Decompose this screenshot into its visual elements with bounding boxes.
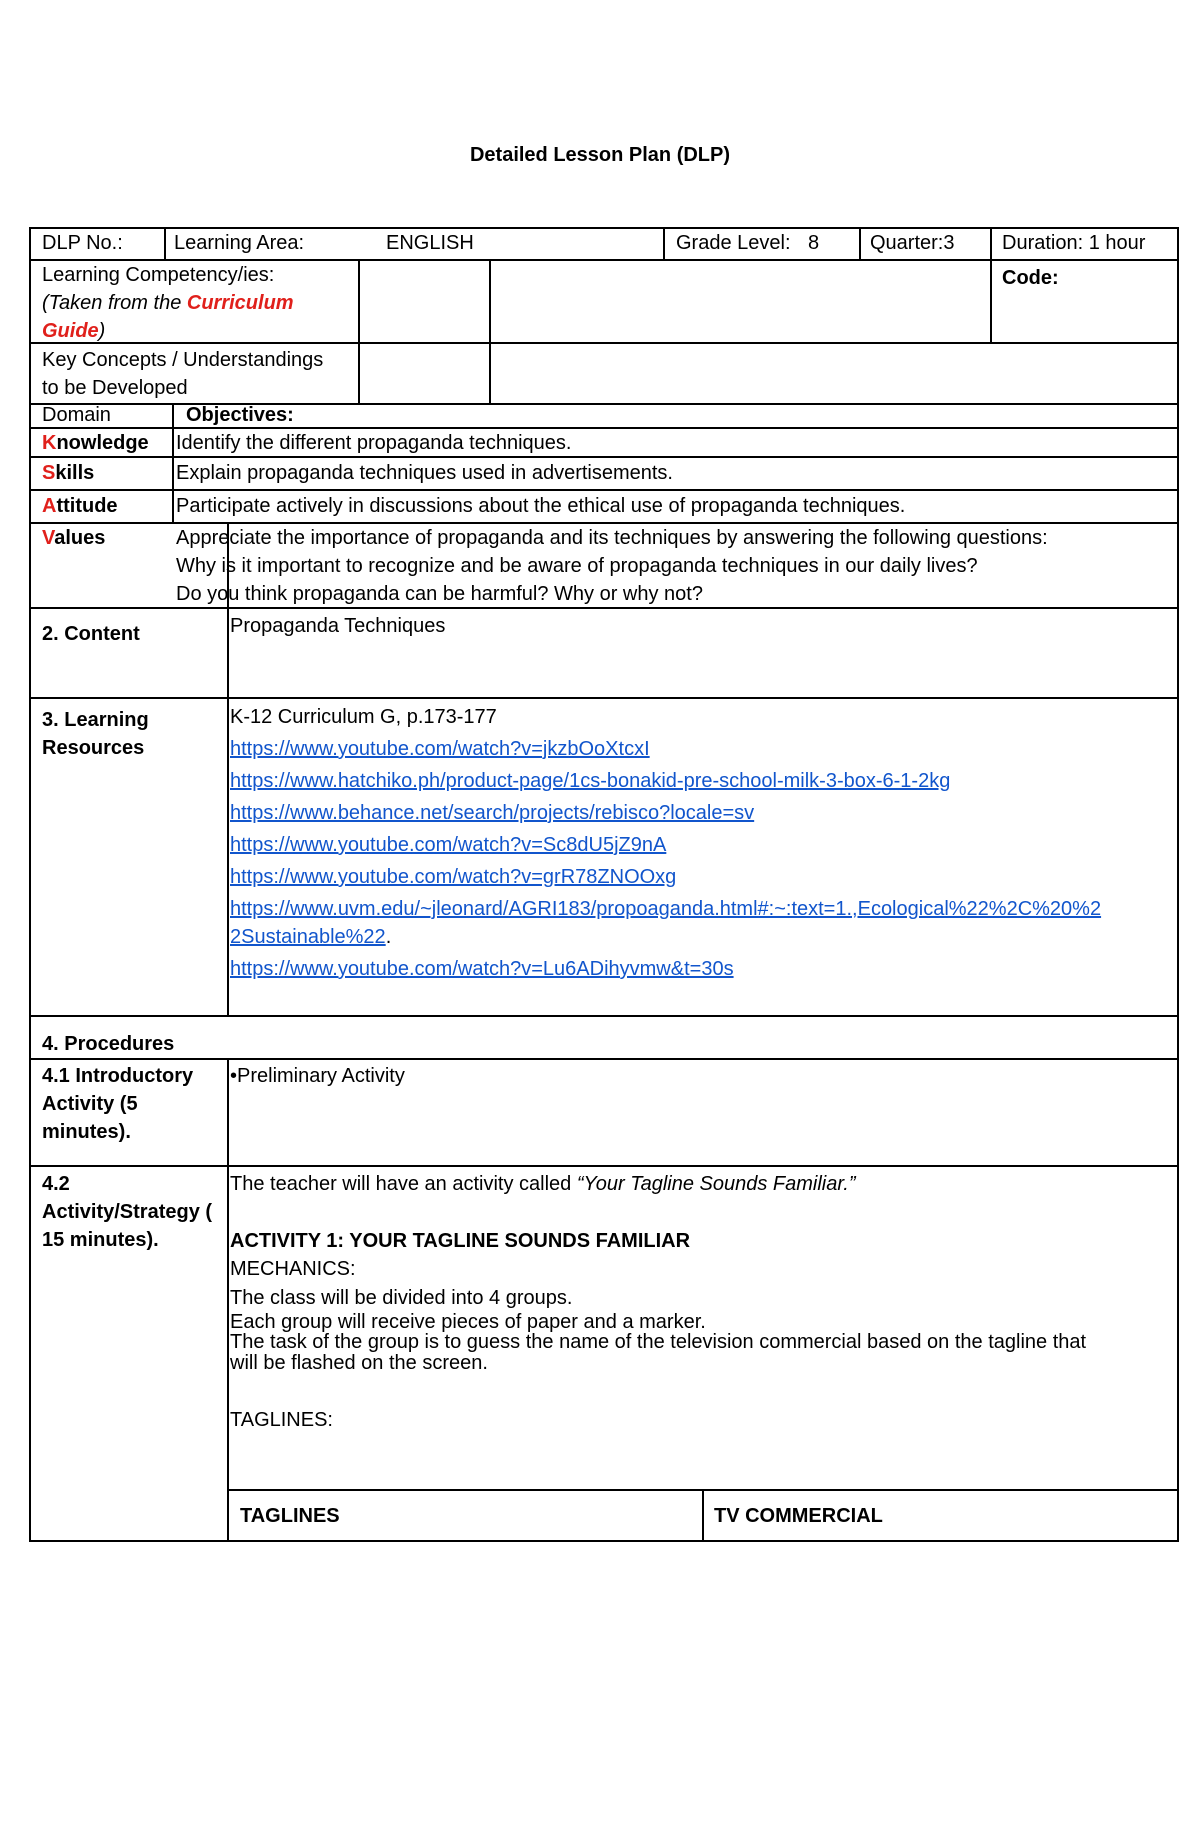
tv-commercial-table-header: TV COMMERCIAL	[714, 1505, 883, 1527]
dlp-no-label: DLP No.:	[42, 232, 123, 254]
competency-label: Learning Competency/ies:	[42, 264, 275, 286]
resource-link[interactable]: https://www.youtube.com/watch?v=Sc8dU5jZ9nA	[230, 834, 667, 856]
competency-note: (Taken from the Curriculum	[42, 292, 294, 314]
domain-knowledge: Knowledge	[42, 432, 149, 454]
activity-intro-sentence: The teacher will have an activity called “Your Tagline Sounds Familiar.”	[230, 1173, 856, 1195]
competency-note-cont: Guide)	[42, 320, 106, 342]
grade-level-label: Grade Level:	[676, 232, 791, 254]
mechanics-item: will be flashed on the screen.	[230, 1352, 488, 1374]
content-label: 2. Content	[42, 623, 140, 645]
resource-link[interactable]: https://www.youtube.com/watch?v=grR78ZNOOxg	[230, 866, 677, 888]
activity-strategy-label-2: Activity/Strategy (	[42, 1201, 213, 1223]
key-concepts-label-cont: to be Developed	[42, 377, 188, 399]
activity-strategy-label: 4.2	[42, 1173, 70, 1195]
content-value: Propaganda Techniques	[230, 615, 446, 637]
resource-link[interactable]: https://www.youtube.com/watch?v=jkzbOoXtcxI	[230, 738, 650, 760]
taglines-label: TAGLINES:	[230, 1409, 333, 1431]
domain-skills: Skills	[42, 462, 95, 484]
learning-area-value: ENGLISH	[386, 232, 474, 254]
intro-activity-label-2: Activity (5	[42, 1093, 138, 1115]
domain-header: Domain	[42, 404, 111, 426]
grade-level-value: 8	[808, 232, 820, 254]
resource-link[interactable]: https://www.behance.net/search/projects/rebisco?locale=sv	[230, 802, 755, 824]
objective-skills: Explain propaganda techniques used in advertisements.	[176, 462, 673, 484]
resource-link[interactable]: https://www.hatchiko.ph/product-page/1cs-bonakid-pre-school-milk-3-box-6-1-2kg	[230, 770, 951, 792]
resource-link-long-tail[interactable]: 2Sustainable%22	[230, 926, 386, 948]
objective-knowledge: Identify the different propaganda techniques.	[176, 432, 572, 454]
objective-values: Appreciate the importance of propaganda and its techniques by answering the following questions:	[176, 527, 1048, 549]
domain-attitude: Attitude	[42, 495, 118, 517]
objective-attitude: Participate actively in discussions about the ethical use of propaganda techniques.	[176, 495, 906, 517]
intro-activity-label: 4.1 Introductory	[42, 1065, 194, 1087]
taglines-table-header: TAGLINES	[240, 1505, 340, 1527]
objectives-header: Objectives:	[186, 404, 294, 426]
activity-title: ACTIVITY 1: YOUR TAGLINE SOUNDS FAMILIAR	[230, 1230, 691, 1252]
intro-activity-label-3: minutes).	[42, 1121, 131, 1143]
domain-values: Values	[42, 527, 106, 549]
activity-strategy-label-3: 15 minutes).	[42, 1229, 159, 1251]
resource-reference: K-12 Curriculum G, p.173-177	[230, 706, 497, 728]
procedures-label: 4. Procedures	[42, 1033, 175, 1055]
mechanics-item: The task of the group is to guess the name of the television commercial based on the tagline that	[230, 1331, 1087, 1353]
mechanics-label: MECHANICS:	[230, 1258, 356, 1280]
values-question-1: Why is it important to recognize and be aware of propaganda techniques in our daily lives?	[176, 555, 978, 577]
page-title: Detailed Lesson Plan (DLP)	[469, 144, 731, 166]
mechanics-item: Each group will receive pieces of paper and a marker.	[230, 1311, 706, 1333]
key-concepts-label: Key Concepts / Understandings	[42, 349, 324, 371]
quarter-label: Quarter:3	[870, 232, 955, 254]
resource-link[interactable]: https://www.youtube.com/watch?v=Lu6ADihyvmw&t=30s	[230, 958, 734, 980]
resource-link-long-cont[interactable]: 2Sustainable%22.	[230, 926, 392, 948]
duration-label: Duration: 1 hour	[1002, 232, 1146, 254]
mechanics-item: The class will be divided into 4 groups.	[230, 1287, 573, 1309]
code-label: Code:	[1002, 267, 1059, 289]
learning-area-label: Learning Area:	[174, 232, 305, 254]
intro-activity-value: •Preliminary Activity	[230, 1065, 405, 1087]
resource-link-long[interactable]: https://www.uvm.edu/~jleonard/AGRI183/propoaganda.html#:~:text=1.,Ecological%22%2C%20%2	[230, 898, 1102, 920]
values-question-2: Do you think propaganda can be harmful? Why or why not?	[176, 583, 703, 605]
resources-label-cont: Resources	[42, 737, 145, 759]
resources-label: 3. Learning	[42, 709, 149, 731]
